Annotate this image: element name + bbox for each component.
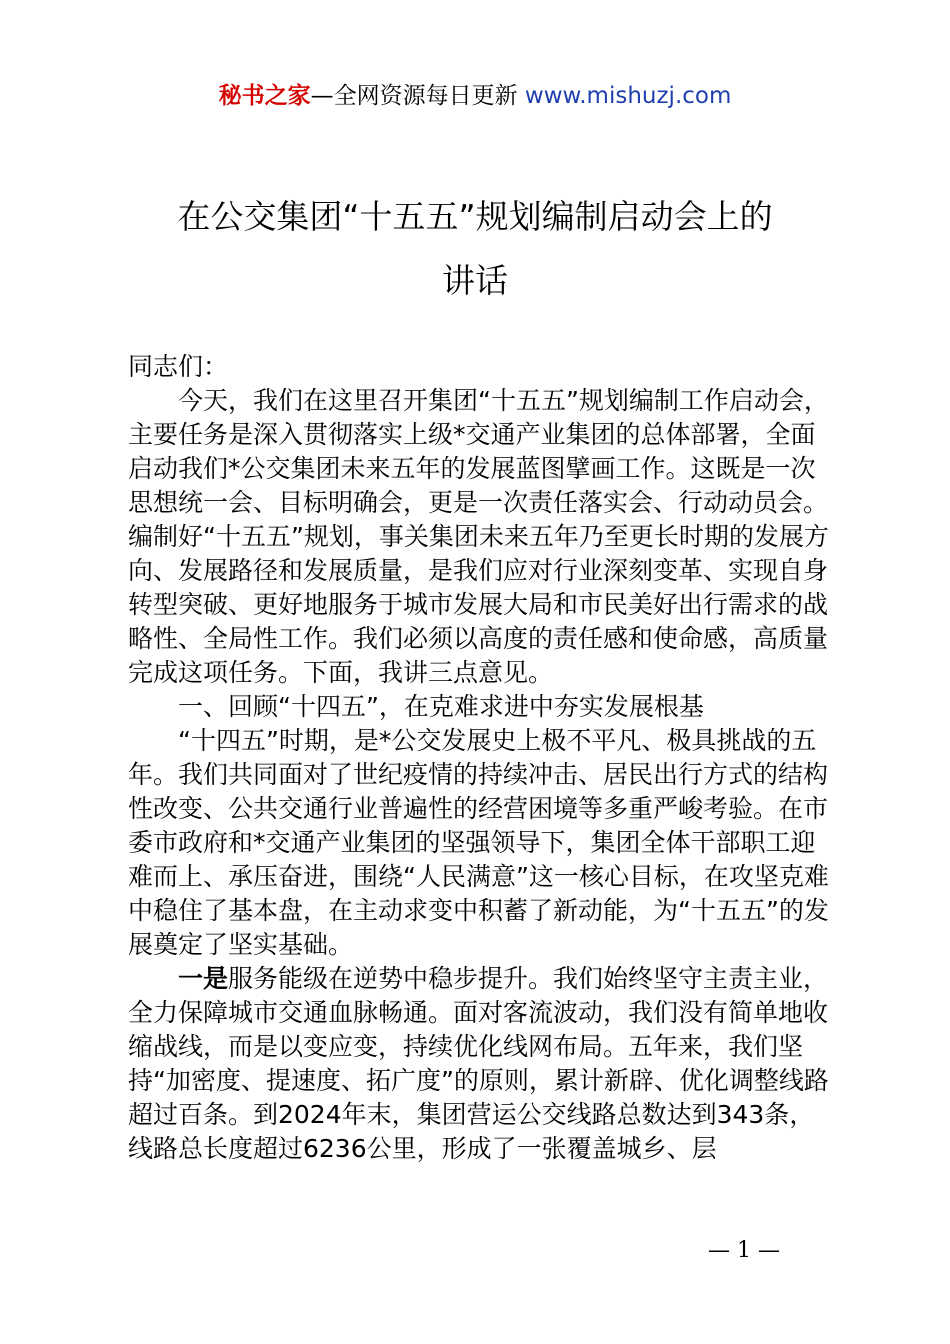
paragraph-1: 今天，我们在这里召开集团“十五五”规划编制工作启动会，主要任务是深入贯彻落实上级*交通产业集团的总体部署，全面启动我们*公交集团未来五年的发展蓝图擘画工作。这既是一次思想统一会、目标明确会，更是一次责任落实会、行动动员会。编制好“十五五”规划，事关集团未来五年乃至更长时期的发展方向、发展路径和发展质量，是我们应对行业深刻变革、实现自身转型突破、更好地服务于城市发展大局和市民美好出行需求的战略性、全局性工作。我们必须以高度的责任感和使命感，高质量完成这项任务。下面，我讲三点意见。 [128, 386, 829, 687]
page-number: — 1 — [708, 1238, 780, 1263]
header-tagline: —全网资源每日更新 [310, 83, 518, 109]
site-header [0, 80, 950, 112]
brand-name: 秘书之家 [218, 83, 311, 109]
paragraph-3-lead: 一是 [178, 964, 229, 993]
paragraph-3-text: 服务能级在逆势中稳步提升。我们始终坚守主责主业，全力保障城市交通血脉畅通。面对客流波动，我们没有简单地收缩战线，而是以变应变，持续优化线网布局。五年来，我们坚持“加密度、提速度、拓广度”的原则，累计新辟、优化调整线路超过百条。到2024年末，集团营运公交线路总数达到343条，线路总长度超过6236公里，形成了一张覆盖城乡、层 [128, 964, 829, 1163]
document-body [128, 350, 838, 1166]
title-line-1: 在公交集团“十五五”规划编制启动会上的 [177, 197, 773, 236]
section-heading-1: 一、回顾“十四五”，在克难求进中夯实发展根基 [178, 692, 704, 721]
paragraph-3 [128, 962, 838, 1166]
paragraph-2: “十四五”时期，是*公交发展史上极不平凡、极具挑战的五年。我们共同面对了世纪疫情的持续冲击、居民出行方式的结构性改变、公共交通行业普遍性的经营困境等多重严峻考验。在市委市政府和*交通产业集团的坚强领导下，集团全体干部职工迎难而上、承压奋进，围绕“人民满意”这一核心目标，在攻坚克难中稳住了基本盘，在主动求变中积蓄了新动能，为“十五五”的发展奠定了坚实基础。 [128, 726, 829, 959]
title-line-2: 讲话 [442, 261, 508, 300]
document-title [0, 185, 950, 313]
salutation: 同志们： [128, 352, 229, 381]
site-link[interactable]: www.mishuzj.com [524, 83, 732, 109]
